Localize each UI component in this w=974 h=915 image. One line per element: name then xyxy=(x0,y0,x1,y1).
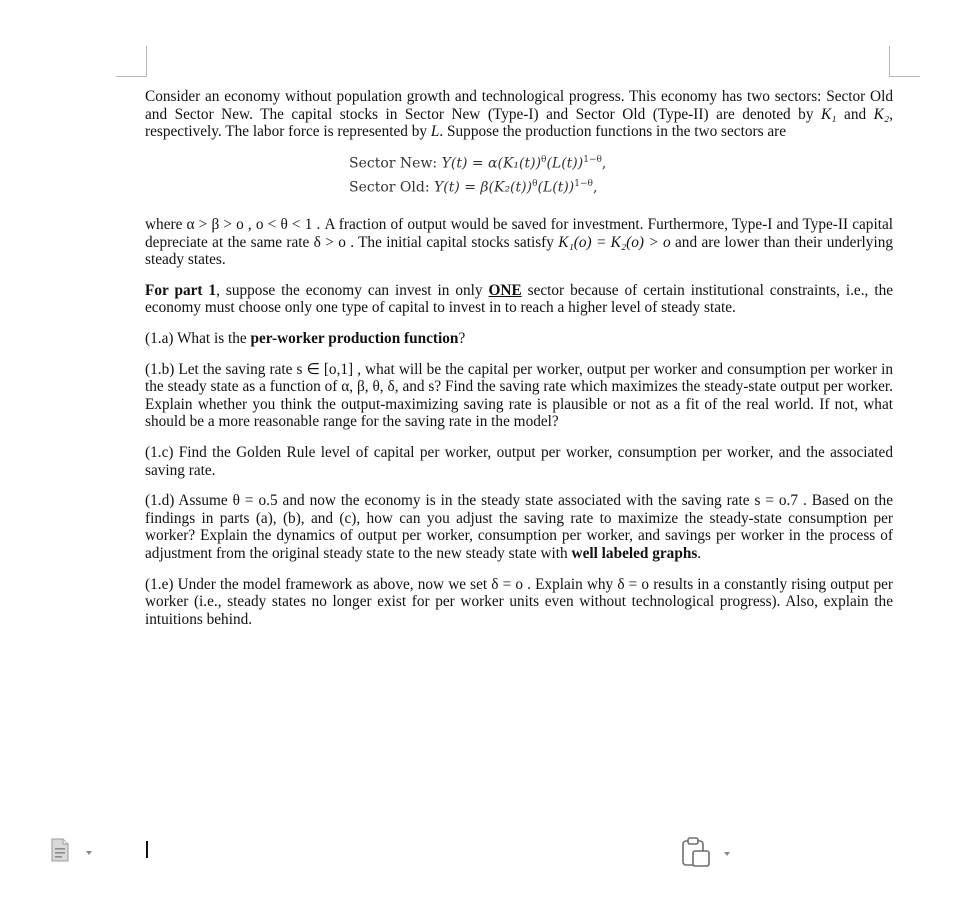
question-1c: (1.c) Find the Golden Rule level of capital per worker, output per worker, consumption per worker, and the associated saving rate. xyxy=(145,444,893,479)
equation-sector-old: Sector Old: $Y(t) = \beta(K_2(t))^\theta(L(t))^{1-\theta}$, xyxy=(349,179,598,197)
question-1b: (1.b) Let the saving rate s ∈ [o,1] , what will be the capital per worker, output per worker and consumption per worker in the steady state as a function of α, β, θ, δ, and s? Find the saving rate which maximizes the steady-state output per worker. Explain whether you think the output-maximizing saving rate is plausible or not as a fit of the real world. If not, what should be a more reasonable range for the saving rate in the model? xyxy=(145,360,893,431)
question-1d: (1.d) Assume θ = o.5 and now the economy is in the steady state associated with the saving rate s = o.7 . Based on the findings in parts (a), (b), and (c), how can you adjust the saving rate to maximize the steady-state consumption per worker? Explain the dynamics of output per worker, consumption per worker, and savings per worker in the process of adjustment from the original steady state to the new steady state with well labeled graphs. xyxy=(145,492,893,562)
equation-sector-new: Sector New: $Y(t) = \alpha(K_1(t))^\theta(L(t))^{1-\theta}$, xyxy=(349,154,607,172)
production-equations xyxy=(145,150,893,199)
assumptions-paragraph: where α > β > o , o < θ < 1 . A fraction of output would be saved for investment. Furthermore, Type-I and Type-II capital depreciate at the same rate δ > o . The initial capital stocks satisfy K₁(o) = K₂(o) > o and are lower than their underlying steady states. xyxy=(145,216,893,269)
page-corner-mark-right xyxy=(889,46,920,77)
page-corner-mark-left xyxy=(116,46,147,77)
paste-options-dropdown[interactable] xyxy=(724,852,730,856)
part1-paragraph: For part 1, suppose the economy can invest in only ONE sector because of certain institutional constraints, i.e., the economy must choose only one type of capital to invest in to reach a higher level of steady state. xyxy=(145,281,894,317)
text-cursor xyxy=(146,841,148,858)
intro-paragraph: Consider an economy without population growth and technological progress. This economy has two sectors: Sector Old and Sector New. The capital stocks in Sector New (Type-I) and Sector Old (Type-II) are denoted by K₁ and K₂, respectively. The labor force is represented by L. Suppose the production functions in the two sectors are xyxy=(145,88,893,141)
paste-options-icon[interactable] xyxy=(680,836,714,873)
question-1a: (1.a) What is the per-worker production function? xyxy=(145,330,466,348)
question-1e: (1.e) Under the model framework as above, now we set δ = o . Explain why δ = o results in a constantly rising output per worker (i.e., steady states no longer exist for per worker units even without technological progress). Also, explain the intuitions behind. xyxy=(145,575,893,628)
document-body xyxy=(145,88,893,637)
document-icon[interactable] xyxy=(50,838,70,867)
document-icon-dropdown[interactable] xyxy=(86,851,92,855)
